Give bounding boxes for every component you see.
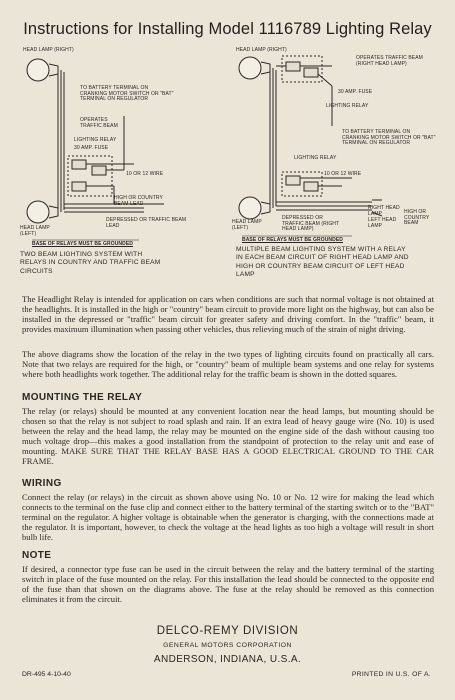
label-right-head-lamp: RIGHT HEAD LAMP [368,205,400,217]
diagram-two-beam [14,46,219,276]
label-depressed-traffic-beam: DEPRESSED OR TRAFFIC BEAM (RIGHT HEAD LAMP) [282,215,340,233]
caption-two-beam: TWO BEAM LIGHTING SYSTEM WITH RELAYS IN COUNTRY AND TRAFFIC BEAM CIRCUITS [20,251,161,275]
label-high-country-beam-lead: HIGH OR COUNTRY BEAM LEAD [114,195,163,207]
heading-wiring: WIRING [22,478,62,489]
label-wire-gauge: 10 OR 12 WIRE [126,171,164,177]
page-title: Instructions for Installing Model 1116789 Lighting Relay [23,20,432,38]
label-head-lamp-right: HEAD LAMP (RIGHT) [236,47,287,53]
label-base-grounded: BASE OF RELAYS MUST BE GROUNDED [32,241,133,247]
label-lighting-relay-top: LIGHTING RELAY [326,103,369,109]
wiring-paragraph: Connect the relay (or relays) in the circuit as shown above using No. 10 or No. 12 wire for making the lead which connects to the terminal on the fuse clip and connect either to the battery terminal of the starting switch or to the "BAT" terminal on the regulator. A higher voltage is obtainable when the generator is charging, with the connections made at the regulator. It is important, however, to check the voltage at the head lights as too high a voltage will result in short bulb life. [22,492,434,543]
label-battery-terminal: TO BATTERY TERMINAL ON CRANKING MOTOR SWITCH OR "BAT" TERMINAL ON REGULATOR [342,129,436,147]
label-wire-gauge: 10 OR 12 WIRE [324,171,362,177]
footer-printed-in: PRINTED IN U.S. OF A. [351,671,431,678]
label-left-head-lamp: LEFT HEAD LAMP [368,217,397,229]
label-head-lamp-right: HEAD LAMP (RIGHT) [23,47,74,53]
label-lighting-relay: LIGHTING RELAY [74,137,117,143]
note-paragraph: If desired, a connector type fuse can be used in the circuit between the relay and the battery terminal of the starting switch in place of the fuse mounted on the relay. For this installation the lead should be connected to the opposite end of the fuse than that shown on the diagrams above. The fuse at the relay should be removed as this connection eliminates it from the circuit. [22,564,434,605]
label-depressed-traffic-beam-lead: DEPRESSED OR TRAFFIC BEAM LEAD [106,217,187,229]
label-fuse: 30 AMP. FUSE [338,89,373,95]
footer-division: DELCO-REMY DIVISION [156,625,299,637]
diagrams-paragraph: The above diagrams show the location of the relay in the two types of lighting circuits found on practically all cars. Note that two relays are required for the high, or "country" beam of multiple beam systems and one relay for systems where both headlights work together. The additional relay for the traffic beam is shown in the dotted squares. [22,349,434,380]
footer-city: ANDERSON, INDIANA, U.S.A. [153,654,302,665]
label-head-lamp-left: HEAD LAMP (LEFT) [232,219,262,231]
diagram-multiple-beam [232,46,444,279]
label-operates-traffic-beam: OPERATES TRAFFIC BEAM [80,117,118,129]
label-base-grounded: BASE OF RELAYS MUST BE GROUNDED [242,237,343,243]
label-head-lamp-left: HEAD LAMP (LEFT) [20,225,50,237]
label-battery-terminal: TO BATTERY TERMINAL ON CRANKING MOTOR SWITCH OR "BAT" TERMINAL ON REGULATOR [80,85,174,103]
heading-mounting: MOUNTING THE RELAY [22,392,143,403]
mounting-paragraph: The relay (or relays) should be mounted at any convenient location near the head lamps, but mounting should be chosen so that the relay is not subject to road splash and rain. If an extra lead of heavy gauge wire (No. 10) is used between the relay and the head lamp, the relay may be mounted on the engine side of the dash without causing too much voltage drop—this makes a good installation from the standpoint of protection to the relay unit and ease of mounting. MAKE SURE THAT THE RELAY BASE HAS A GOOD ELECTRICAL GROUND TO THE CAR FRAME. [22,406,434,467]
label-fuse: 30 AMP. FUSE [74,145,109,151]
intro-paragraph: The Headlight Relay is intended for application on cars when conditions are such that normal voltage is not obtained at the headlights. It is installed in the high or "country" beam circuit to provide more light on the highway, but can also be installed in the depressed or "traffic" beam circuit for greater safety and driving comfort. In the "traffic" beam, it provides maximum illumination when passing other vehicles, thus relieving much of the strain of night driving. [22,294,434,335]
label-lighting-relay: LIGHTING RELAY [294,155,337,161]
footer-form-code: DR-495 4-10-40 [22,671,71,678]
caption-multiple-beam: MULTIPLE BEAM LIGHTING SYSTEM WITH A RELAY IN EACH BEAM CIRCUIT OF RIGHT HEAD LAMP AND HIGH OR COUNTRY BEAM CIRCUIT OF LEFT HEAD LAMP [236,246,409,279]
heading-note: NOTE [22,550,52,561]
footer-corporation: GENERAL MOTORS CORPORATION [163,642,292,649]
label-high-country-beam: HIGH OR COUNTRY BEAM [404,209,430,227]
label-operates-traffic-beam: OPERATES TRAFFIC BEAM (RIGHT HEAD LAMP) [356,55,423,67]
